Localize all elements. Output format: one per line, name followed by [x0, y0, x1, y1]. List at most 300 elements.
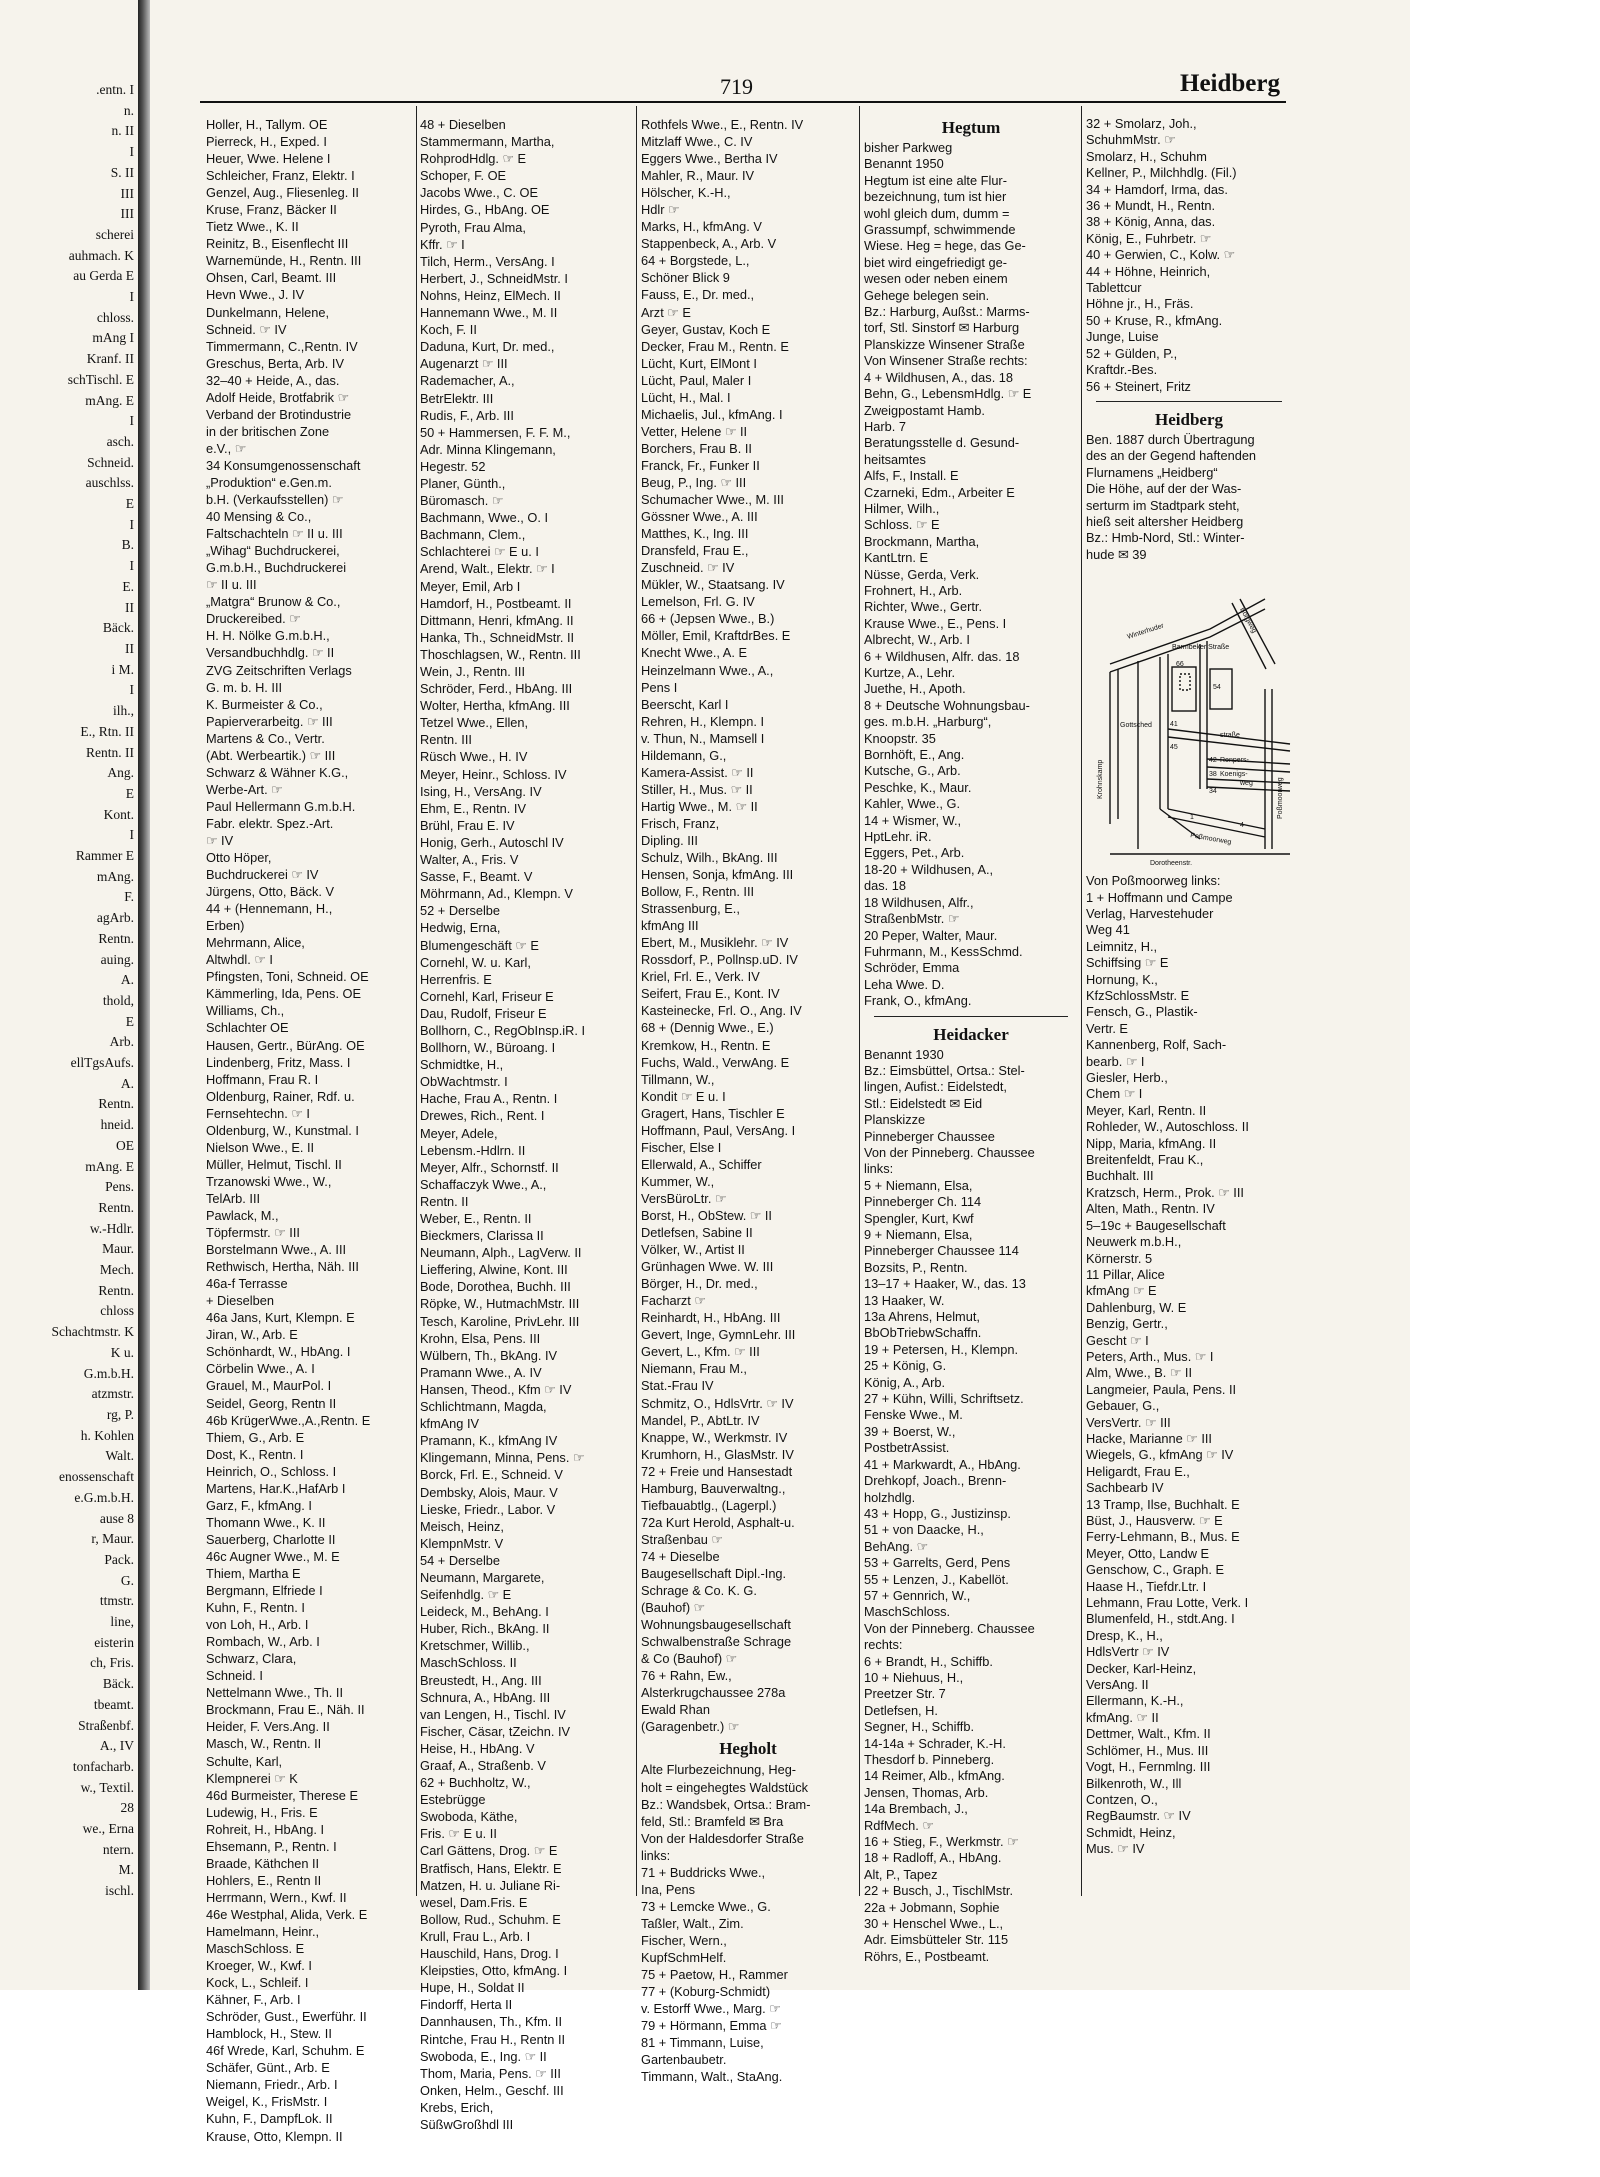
directory-entry: Hamelmann, Heinr., — [206, 1923, 320, 1939]
directory-entry: Smolarz, H., Schuhm — [1086, 148, 1207, 164]
directory-entry: Schröder, Gust., Ewerführ. II — [206, 2009, 367, 2025]
directory-entry: Frank, O., kfmAng. — [864, 993, 972, 1009]
directory-entry: Beratungsstelle d. Gesund- — [864, 435, 1020, 451]
directory-entry: Segner, H., Schiffb. — [864, 1719, 975, 1735]
directory-entry: Stiller, H., Mus. ☞ II — [641, 781, 753, 797]
directory-entry: Spengler, Kurt, Kwf — [864, 1210, 974, 1226]
directory-entry: Büromasch. ☞ — [420, 493, 504, 509]
directory-entry: 44 + Höhne, Heinrich, — [1086, 263, 1211, 279]
directory-entry: links: — [641, 1847, 671, 1863]
left-page-line: n. II — [111, 123, 134, 139]
directory-entry: Hevn Wwe., J. IV — [206, 287, 305, 303]
directory-entry: von Loh, H., Arb. I — [206, 1617, 309, 1633]
left-page-line: enossenschaft — [59, 1469, 134, 1485]
directory-entry: Erben) — [206, 918, 245, 934]
directory-entry: Kretschmer, Willib., — [420, 1638, 530, 1654]
directory-entry: 52 + Derselbe — [420, 903, 501, 919]
directory-entry: holzhdlg. — [864, 1489, 916, 1505]
directory-entry: Schäfer, Günt., Arb. E — [206, 2060, 330, 2076]
directory-entry: Breitenfeldt, Frau K., — [1086, 1152, 1204, 1168]
directory-entry: Körnerstr. 5 — [1086, 1250, 1153, 1266]
directory-entry: Schmitz, O., HdlsVrtr. ☞ IV — [641, 1395, 794, 1411]
directory-entry: Leha Wwe. D. — [864, 976, 945, 992]
directory-entry: Nüsse, Gerda, Verk. — [864, 566, 980, 582]
directory-entry: Schönhardt, W., HbAng. I — [206, 1344, 351, 1360]
left-page-line: scherei — [95, 226, 134, 242]
directory-entry: Stammermann, Martha, — [420, 134, 555, 150]
directory-entry: BetrElektr. III — [420, 390, 494, 406]
directory-entry: Grünhagen Wwe. W. III — [641, 1259, 774, 1275]
directory-entry: H. H. Nölke G.m.b.H., — [206, 628, 330, 644]
directory-entry: ZVG Zeitschriften Verlags — [206, 662, 352, 678]
directory-entry: TelArb. III — [206, 1190, 261, 1206]
directory-entry: Carl Gättens, Drog. ☞ E — [420, 1843, 558, 1859]
left-page-line: B. — [121, 537, 134, 553]
directory-entry: Nettelmann Wwe., Th. II — [206, 1685, 344, 1701]
directory-entry: Stl.: Eidelstedt ✉ Eid — [864, 1095, 983, 1111]
directory-entry: Fischer, Else I — [641, 1139, 722, 1155]
directory-entry: Schaffaczyk Wwe., A., — [420, 1176, 547, 1192]
directory-entry: Völker, W., Artist II — [641, 1242, 745, 1258]
directory-entry: 1 + Hoffmann und Campe — [1086, 889, 1233, 905]
left-page-line: r, Maur. — [91, 1531, 134, 1547]
directory-entry: Peschke, K., Maur. — [864, 779, 972, 795]
left-page-line: mAng. — [96, 868, 134, 884]
left-page-line: n. — [123, 102, 134, 118]
directory-entry: Buchhalt. III — [1086, 1168, 1154, 1184]
directory-entry: 22 + Busch, J., TischlMstr. — [864, 1883, 1013, 1899]
directory-entry: Lücht, Kurt, ElMont I — [641, 355, 757, 371]
map-label-possmoorweg-east: Poßmoorweg — [1277, 777, 1284, 820]
directory-entry: 8 + Deutsche Wohnungsbau- — [864, 697, 1030, 713]
directory-entry: Fenske Wwe., M. — [864, 1407, 963, 1423]
directory-entry: 51 + von Daacke, H., — [864, 1522, 984, 1538]
directory-entry: Klempnerei ☞ K — [206, 1770, 298, 1786]
directory-entry: Wiegels, G., kfmAng ☞ IV — [1086, 1447, 1234, 1463]
directory-entry: Thomann Wwe., K. II — [206, 1514, 326, 1530]
directory-entry: Kurtze, A., Lehr. — [864, 665, 956, 680]
directory-entry: „Wihag“ Buchdruckerei, — [206, 543, 340, 559]
directory-entry: Von Poßmoorweg links: — [1086, 873, 1221, 889]
directory-entry: Rothfels Wwe., E., Rentn. IV — [641, 117, 804, 132]
section-rule — [874, 1016, 1068, 1017]
directory-entry: van Lengen, H., Tischl. IV — [420, 1706, 566, 1722]
directory-entry: 27 + Kühn, Willi, Schriftsetz. — [864, 1391, 1024, 1407]
left-page-fragment — [0, 80, 140, 1910]
directory-entry: Schlachter OE — [206, 1020, 289, 1036]
directory-entry: 5 + Niemann, Elsa, — [864, 1177, 973, 1193]
directory-entry: 62 + Buchholtz, W., — [420, 1775, 531, 1791]
directory-entry: Rethwisch, Hertha, Näh. III — [206, 1259, 359, 1275]
directory-entry: Hegtum ist eine alte Flur- — [864, 172, 1007, 188]
directory-entry: 14a Brembach, J., — [864, 1801, 968, 1817]
left-page-line: II — [125, 640, 134, 656]
directory-column-5 — [1086, 116, 1292, 1916]
directory-entry: Pinneberger Chaussee 114 — [864, 1243, 1019, 1259]
book-gutter — [138, 0, 150, 1990]
directory-entry: Schnura, A., HbAng. III — [420, 1689, 551, 1705]
directory-entry: Mitzlaff Wwe., C. IV — [641, 134, 753, 150]
directory-entry: Kamera-Assist. ☞ II — [641, 764, 754, 780]
directory-entry: Tilch, Herm., VersAng. I — [420, 253, 555, 269]
directory-entry: des an der Gegend haftenden — [1086, 448, 1257, 464]
map-label-4: 4 — [1240, 822, 1244, 830]
directory-entry: Gehege belegen sein. — [864, 287, 990, 303]
directory-entry: Dannhausen, Th., Kfm. II — [420, 2014, 563, 2030]
directory-entry: (Bauhof) ☞ — [641, 1600, 706, 1616]
directory-entry: Preetzer Str. 7 — [864, 1686, 946, 1702]
column-separator — [416, 106, 417, 1896]
directory-entry: Dunkelmann, Helene, — [206, 304, 330, 320]
directory-entry: Kratzsch, Herm., Prok. ☞ III — [1086, 1184, 1244, 1200]
directory-entry: Krause Wwe., E., Pens. I — [864, 615, 1007, 631]
left-page-line: we., Erna — [82, 1821, 134, 1837]
directory-column-3 — [641, 116, 855, 2085]
directory-entry: 20 Peper, Walter, Maur. — [864, 927, 998, 943]
directory-entry: König, E., Fuhrbetr. ☞ — [1086, 230, 1212, 246]
directory-entry: 13a Ahrens, Helmut, — [864, 1309, 980, 1325]
map-label-barmbeker: Barmbeker Straße — [1172, 644, 1230, 652]
left-page-line: Schneid. — [87, 454, 134, 470]
directory-entry: Alt, P., Tapez — [864, 1866, 938, 1882]
directory-entry: Albrecht, W., Arb. I — [864, 632, 970, 648]
directory-entry: Nipp, Maria, kfmAng. II — [1086, 1135, 1217, 1151]
directory-entry: Lindenberg, Fritz, Mass. I — [206, 1054, 351, 1070]
directory-entry: Neuwerk m.b.H., — [1086, 1234, 1182, 1250]
directory-entry: b.H. (Verkaufsstellen) ☞ — [206, 492, 344, 508]
left-page-line: Rentn. II — [86, 744, 134, 760]
left-page-line: A. — [120, 972, 134, 988]
directory-entry: Kasteinecke, Frl. O., Ang. IV — [641, 1003, 802, 1019]
directory-column-2 — [420, 116, 632, 2132]
directory-entry: wohl gleich dum, dumm = — [864, 205, 1010, 221]
directory-entry: Warnemünde, H., Rentn. III — [206, 253, 362, 269]
directory-entry: Hirdes, G., HbAng. OE — [420, 202, 550, 218]
left-page-line: Rentn. — [98, 1096, 134, 1112]
map-label-borgweg: Borgweg — [1238, 606, 1258, 635]
directory-entry: Haase H., Tiefdr.Ltr. I — [1086, 1578, 1207, 1594]
directory-entry: wesen oder neben einem — [864, 271, 1008, 287]
directory-entry: 81 + Timmann, Luise, — [641, 2035, 764, 2051]
directory-entry: 16 + Stieg, F., Werkmstr. ☞ — [864, 1834, 1019, 1850]
directory-entry: Dransfeld, Frau E., — [641, 543, 749, 559]
directory-entry: Bratfisch, Hans, Elektr. E — [420, 1860, 562, 1876]
directory-entry: G. m. b. H. III — [206, 679, 283, 695]
directory-entry: Bollhorn, W., Büroang. I — [420, 1040, 556, 1056]
left-page-line: ttmstr. — [99, 1593, 134, 1609]
left-page-line: auhmach. K — [68, 247, 134, 263]
directory-entry: Ohsen, Carl, Beamt. III — [206, 270, 337, 286]
directory-entry: Rüsch Wwe., H. IV — [420, 749, 528, 765]
directory-entry: Hdlr ☞ — [641, 202, 680, 218]
directory-entry: Büst, J., Hausverw. ☞ E — [1086, 1513, 1223, 1528]
directory-entry: SchuhmMstr. ☞ — [1086, 132, 1176, 148]
map-label-45: 45 — [1170, 744, 1178, 752]
directory-entry: 34 Konsumgenossenschaft — [206, 457, 361, 473]
directory-entry: hieß seit altersher Heidberg — [1086, 513, 1244, 529]
directory-entry: Ben. 1887 durch Übertragung — [1086, 431, 1255, 447]
directory-entry: Marks, H., kfmAng. V — [641, 219, 762, 235]
directory-entry: RdfMech. ☞ — [864, 1817, 934, 1833]
directory-entry: Kondit ☞ E u. I — [641, 1088, 726, 1104]
directory-entry: Buchdruckerei ☞ IV — [206, 867, 319, 883]
directory-entry: Möhrmann, Ad., Klempn. V — [420, 886, 573, 902]
directory-entry: bezeichnung, tum ist hier — [864, 189, 1007, 205]
left-page-line: e.G.m.b.H. — [74, 1489, 134, 1505]
directory-entry: wesel, Dam.Fris. E — [420, 1894, 528, 1910]
directory-entry: Trzanowski Wwe., W., — [206, 1173, 332, 1189]
left-page-line: Rammer E — [75, 848, 134, 864]
left-page-line: Bäck. — [102, 620, 134, 636]
directory-entry: Drewes, Rich., Rent. I — [420, 1108, 545, 1124]
left-page-line: I — [129, 413, 134, 429]
directory-entry: Krause, Otto, Klempn. II — [206, 2128, 343, 2144]
directory-entry: Ludewig, H., Fris. E — [206, 1804, 318, 1820]
directory-entry: Lebensm.-Hdlrn. II — [420, 1142, 526, 1158]
directory-entry: Kraftdr.-Bes. — [1086, 362, 1158, 378]
directory-entry: Schöner Blick 9 — [641, 270, 730, 286]
directory-entry: Weg 41 — [1086, 922, 1130, 938]
directory-entry: Thiem, G., Arb. E — [206, 1429, 305, 1445]
left-page-line: Rentn. — [98, 1282, 134, 1298]
directory-entry: Masch, W., Rentn. II — [206, 1736, 322, 1752]
directory-entry: Timmann, Walt., StaAng. — [641, 2069, 783, 2085]
left-page-line: atzmstr. — [91, 1386, 134, 1402]
directory-entry: VersVertr. ☞ III — [1086, 1414, 1171, 1430]
directory-entry: Bollow, Rud., Schuhm. E — [420, 1911, 561, 1927]
map-label-winterhuder: Winterhuder — [1126, 622, 1165, 642]
left-page-line: w.-Hdlr. — [89, 1220, 134, 1236]
directory-entry: Benzig, Gertr., — [1086, 1316, 1168, 1332]
directory-entry: Mükler, W., Staatsang. IV — [641, 577, 785, 593]
directory-entry: Ellerwald, A., Schiffer — [641, 1156, 762, 1172]
directory-entry: Hamburg, Bauverwaltng., — [641, 1480, 786, 1496]
directory-entry: Kruse, Franz, Bäcker II — [206, 202, 337, 218]
directory-entry: Wolter, Hertha, kfmAng. III — [420, 698, 570, 714]
directory-entry: 73 + Lemcke Wwe., G. — [641, 1898, 771, 1914]
left-page-line: ellTgsAufs. — [70, 1055, 134, 1071]
directory-entry: kfmAng IV — [420, 1416, 480, 1432]
left-page-line: w., Textil. — [80, 1779, 134, 1795]
left-page-line: E — [125, 496, 134, 512]
directory-entry: Thoschlagsen, W., Rentn. III — [420, 646, 581, 662]
directory-entry: Otto Höper, — [206, 850, 272, 866]
directory-entry: Paul Hellermann G.m.b.H. — [206, 798, 356, 814]
directory-entry: Peters, Arth., Mus. ☞ I — [1086, 1348, 1214, 1364]
directory-entry: 56 + Steinert, Fritz — [1086, 378, 1191, 394]
left-page-line: au Gerda E — [73, 268, 134, 284]
directory-entry: Harb. 7 — [864, 418, 906, 434]
directory-entry: Gragert, Hans, Tischler E — [641, 1105, 785, 1121]
street-heading: Hegtum — [941, 118, 1001, 137]
directory-entry: Garz, F., kfmAng. I — [206, 1497, 312, 1513]
left-page-line: I — [129, 289, 134, 305]
directory-entry: heitsamtes — [864, 451, 926, 467]
left-page-line: line, — [110, 1614, 134, 1630]
directory-entry: Schleicher, Franz, Elektr. I — [206, 168, 355, 184]
directory-entry: Fensch, G., Plastik- — [1086, 1004, 1198, 1020]
directory-entry: Brockmann, Martha, — [864, 533, 980, 549]
directory-entry: 46a-f Terrasse — [206, 1276, 288, 1292]
directory-entry: Grauel, M., MaurPol. I — [206, 1378, 332, 1394]
directory-entry: Pens I — [641, 679, 678, 695]
directory-entry: Reinhardt, H., HbAng. III — [641, 1310, 781, 1326]
directory-entry: Hauschild, Hans, Drog. I — [420, 1946, 559, 1962]
directory-entry: Junge, Luise — [1086, 329, 1159, 345]
directory-entry: Neumann, Margarete, — [420, 1569, 545, 1585]
directory-entry: 9 + Niemann, Elsa, — [864, 1227, 973, 1242]
left-page-line: auing. — [100, 951, 134, 967]
directory-entry: Wülbern, Th., BkAng. IV — [420, 1347, 558, 1363]
directory-entry: Seifenhdlg. ☞ E — [420, 1587, 512, 1603]
directory-entry: Von der Pinneberg. Chaussee — [864, 1144, 1035, 1160]
directory-entry: VersBüroLtr. ☞ — [641, 1190, 727, 1206]
directory-entry: Tillmann, W., — [641, 1071, 715, 1087]
directory-entry: 46f Wrede, Karl, Schuhm. E — [206, 2043, 365, 2059]
directory-entry: Kleipsties, Otto, kfmAng. I — [420, 1963, 568, 1979]
left-page-line: I — [129, 144, 134, 160]
directory-entry: rechts: — [864, 1637, 903, 1653]
directory-entry: kfmAng III — [641, 918, 699, 934]
directory-entry: Benannt 1950 — [864, 156, 944, 172]
directory-entry: Langmeier, Paula, Pens. II — [1086, 1381, 1237, 1397]
directory-entry: + Dieselben — [206, 1293, 274, 1309]
directory-entry: Schoper, F. OE — [420, 168, 507, 184]
directory-entry: Kuhn, F., Rentn. I — [206, 1600, 305, 1616]
directory-entry: Dresp, K., H., — [1086, 1627, 1163, 1643]
directory-entry: 40 + Gerwien, C., Kolw. ☞ — [1086, 247, 1236, 263]
directory-entry: v. Estorff Wwe., Marg. ☞ — [641, 2001, 781, 2017]
directory-entry: kfmAng. ☞ II — [1086, 1709, 1159, 1725]
directory-entry: Bz.: Eimsbüttel, Ortsa.: Stel- — [864, 1062, 1025, 1078]
left-page-line: Arb. — [109, 1034, 134, 1050]
directory-entry: Töpfermstr. ☞ III — [206, 1225, 300, 1241]
left-page-line: Kranf. II — [86, 351, 134, 367]
directory-entry: HptLehr. iR. — [864, 829, 932, 845]
directory-entry: Walter, A., Fris. V — [420, 852, 519, 868]
directory-entry: ges. m.b.H. „Harburg“, — [864, 714, 992, 730]
left-page-line: I — [129, 827, 134, 843]
directory-entry: Cornehl, Karl, Friseur E — [420, 988, 554, 1004]
map-label-1: 1 — [1190, 814, 1194, 822]
directory-entry: Röpke, W., HutmachMstr. III — [420, 1296, 580, 1312]
map-label-41: 41 — [1170, 721, 1178, 729]
directory-entry: Ehsemann, P., Rentn. I — [206, 1838, 337, 1854]
directory-entry: 52 + Gülden, P., — [1086, 345, 1178, 361]
directory-entry: ☞ II u. III — [206, 577, 257, 593]
directory-entry: Meyer, Otto, Landw E — [1086, 1545, 1210, 1561]
directory-entry: MaschSchloss. II — [420, 1655, 517, 1671]
directory-entry: Heinzelmann Wwe., A., — [641, 662, 774, 678]
directory-entry: Dittmann, Henri, kfmAng. II — [420, 612, 574, 628]
directory-entry: Cornehl, W. u. Karl, — [420, 954, 531, 970]
directory-entry: RegBaumstr. ☞ IV — [1086, 1808, 1191, 1824]
left-page-line: S. II — [110, 164, 134, 180]
directory-entry: 19 + Petersen, H., Klempn. — [864, 1341, 1019, 1357]
left-page-line: Pens. — [105, 1179, 134, 1195]
directory-entry: Schlömer, H., Mus. III — [1086, 1742, 1209, 1758]
left-page-line: Ang. — [107, 765, 134, 781]
directory-entry: Von der Haldesdorfer Straße — [641, 1830, 804, 1846]
directory-entry: Meyer, Emil, Arb I — [420, 578, 521, 594]
directory-entry: Brockmann, Frau E., Näh. II — [206, 1702, 365, 1718]
directory-entry: Fernsehtechn. ☞ I — [206, 1105, 310, 1121]
directory-entry: Zuschneid. ☞ IV — [641, 560, 735, 576]
directory-entry: Heinrich, O., Schloss. I — [206, 1463, 337, 1479]
left-page-line: ch, Fris. — [90, 1655, 134, 1671]
left-page-line: i M. — [111, 661, 134, 677]
directory-entry: Verband der Brotindustrie — [206, 406, 352, 422]
directory-entry: 75 + Paetow, H., Rammer — [641, 1967, 788, 1983]
directory-entry: Ebert, M., Musiklehr. ☞ IV — [641, 935, 789, 951]
directory-entry: Bozsits, P., Rentn. — [864, 1259, 968, 1275]
directory-entry: 30 + Henschel Wwe., L., — [864, 1916, 1004, 1932]
map-label-38: 38 — [1209, 771, 1217, 779]
directory-entry: Nielson Wwe., E. II — [206, 1139, 315, 1155]
directory-entry: 71 + Buddricks Wwe., — [641, 1864, 766, 1880]
directory-entry: Matzen, H. u. Juliane Ri- — [420, 1877, 561, 1893]
directory-entry: Detlefsen, H. — [864, 1702, 938, 1718]
left-page-line: thold, — [102, 992, 134, 1008]
map-label-koenigs: Koenigs- — [1220, 771, 1248, 779]
directory-entry: Swoboda, E., Ing. ☞ II — [420, 2048, 547, 2064]
directory-entry: Alfs, F., Install. E — [864, 468, 959, 484]
map-label-possmoorweg: Poßmoorweg — [1189, 832, 1232, 847]
directory-entry: VersAng. II — [1086, 1677, 1149, 1693]
map-label-ronpers: Ronpers- — [1220, 757, 1249, 765]
directory-entry: Herbert, J., SchneidMstr. I — [420, 270, 568, 286]
directory-entry: Richter, Wwe., Gertr. — [864, 599, 983, 615]
directory-entry: Flurnamens „Heidberg“ — [1086, 464, 1218, 480]
left-page-line: Schachtmstr. K — [51, 1324, 134, 1340]
directory-entry: Tietz Wwe., K. II — [206, 219, 299, 235]
directory-entry: Fauss, E., Dr. med., — [641, 287, 755, 303]
directory-entry: Frohnert, H., Arb. — [864, 582, 963, 598]
directory-entry: Lücht, Paul, Maler I — [641, 372, 752, 388]
directory-entry: Williams, Ch., — [206, 1003, 285, 1019]
directory-entry: Pinneberger Chaussee — [864, 1128, 995, 1144]
directory-entry: Bergmann, Elfriede I — [206, 1583, 323, 1599]
directory-entry: Hölscher, K.-H., — [641, 185, 731, 201]
left-page-line: III — [120, 185, 134, 201]
directory-entry: Schumacher Wwe., M. III — [641, 492, 784, 508]
directory-entry: Höhne jr., H., Fräs. — [1086, 296, 1194, 312]
left-page-line: Mech. — [99, 1262, 134, 1278]
directory-entry: Lieffering, Alwine, Kont. III — [420, 1262, 568, 1278]
directory-entry: Alten, Math., Rentn. IV — [1086, 1201, 1215, 1217]
directory-entry: Geyer, Gustav, Koch E — [641, 321, 771, 337]
directory-entry: Honig, Gerh., Autoschl IV — [420, 834, 564, 850]
left-page-line: Pack. — [104, 1551, 134, 1567]
directory-entry: Seifert, Frau E., Kont. IV — [641, 986, 780, 1002]
directory-entry: Hamblock, H., Stew. II — [206, 2026, 332, 2042]
directory-entry: Schneid. I — [206, 1668, 263, 1684]
directory-entry: 72 + Freie und Hansestadt — [641, 1463, 793, 1479]
directory-entry: 34 + Hamdorf, Irma, das. — [1086, 181, 1228, 197]
directory-entry: 38 + König, Anna, das. — [1086, 214, 1216, 230]
directory-entry: RohprodHdlg. ☞ E — [420, 151, 527, 167]
directory-entry: Krull, Frau L., Arb. I — [420, 1928, 531, 1944]
directory-entry: Kffr. ☞ I — [420, 236, 465, 252]
directory-entry: Krebs, Erich, — [420, 2099, 494, 2115]
left-page-line: A., IV — [99, 1738, 134, 1754]
directory-entry: 50 + Hammersen, F. F. M., — [420, 424, 571, 440]
left-page-line: ause 8 — [99, 1510, 134, 1526]
directory-entry: 57 + Gennrich, W., — [864, 1587, 971, 1603]
directory-entry: Lieske, Friedr., Labor. V — [420, 1501, 556, 1517]
directory-entry: Mahler, R., Maur. IV — [641, 168, 755, 184]
directory-entry: Kremkow, H., Rentn. E — [641, 1037, 771, 1053]
